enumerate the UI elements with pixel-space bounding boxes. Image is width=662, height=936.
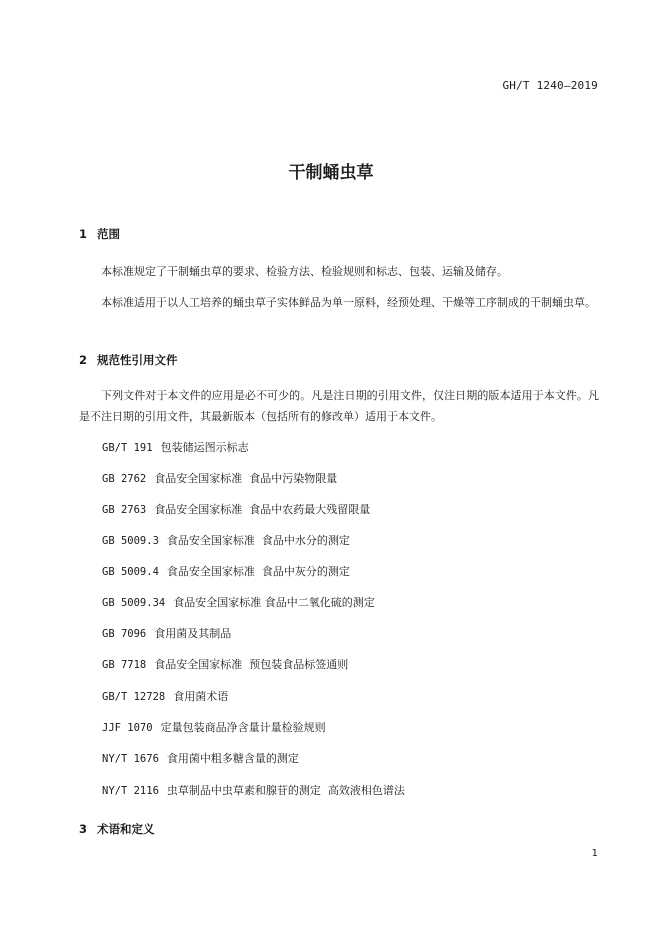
section-2-number: 2 (79, 353, 88, 367)
reference-item (102, 532, 350, 548)
section-1-heading (79, 226, 120, 242)
reference-code: JJF 1070 (102, 722, 153, 734)
section-2-title: 规范性引用文件 (97, 353, 178, 367)
reference-title: 食用菌及其制品 (154, 627, 232, 640)
section-1-title: 范围 (97, 227, 120, 241)
scope-paragraph-2: 本标准适用于以人工培养的蛹虫草子实体鲜品为单一原料，经预处理、干燥等工序制成的干制蛹虫草。 (101, 296, 596, 309)
section-3-title: 术语和定义 (97, 822, 155, 836)
reference-code: NY/T 1676 (102, 753, 159, 765)
reference-title: 食品安全国家标准 食品中灰分的测定 (166, 565, 350, 578)
reference-code: GB 7096 (102, 628, 147, 640)
reference-item (102, 563, 350, 579)
reference-title: 定量包装商品净含量计量检验规则 (160, 721, 326, 734)
reference-item (102, 782, 405, 798)
reference-item (102, 688, 228, 704)
section-2-heading (79, 352, 178, 368)
reference-item (102, 439, 249, 455)
reference-item (102, 501, 370, 517)
reference-item (102, 625, 231, 641)
reference-title: 虫草制品中虫草素和腺苷的测定 高效液相色谱法 (166, 784, 405, 797)
scope-paragraph-1: 本标准规定了干制蛹虫草的要求、检验方法、检验规则和标志、包装、运输及储存。 (101, 265, 508, 278)
reference-title: 食品安全国家标准 食品中污染物限量 (154, 472, 338, 485)
standard-code: GH/T 1240—2019 (502, 79, 598, 92)
reference-title: 包装储运图示标志 (160, 441, 249, 454)
section-3-heading (79, 821, 155, 837)
section-3-number: 3 (79, 822, 88, 836)
reference-title: 食品安全国家标准 食品中农药最大残留限量 (154, 503, 371, 516)
reference-item (102, 594, 375, 610)
references-intro-paragraph: 下列文件对于本文件的应用是必不可少的。凡是注日期的引用文件，仅注日期的版本适用于本文件。凡是不注日期的引用文件，其最新版本（包括所有的修改单）适用于本文件。 (79, 389, 599, 423)
reference-code: NY/T 2116 (102, 785, 159, 797)
reference-code: GB 2763 (102, 504, 147, 516)
reference-title: 食用菌中粗多糖含量的测定 (166, 752, 299, 765)
reference-code: GB 5009.34 (102, 597, 166, 609)
page-number: 1 (591, 848, 598, 859)
reference-item (102, 470, 337, 486)
reference-code: GB 5009.3 (102, 535, 159, 547)
reference-code: GB/T 191 (102, 442, 153, 454)
section-1-number: 1 (79, 227, 88, 241)
reference-title: 食品安全国家标准 食品中二氧化硫的测定 (173, 596, 375, 609)
reference-code: GB 2762 (102, 473, 147, 485)
document-title: 干制蛹虫草 (288, 163, 374, 183)
reference-title: 食用菌术语 (173, 690, 229, 703)
reference-code: GB/T 12728 (102, 691, 166, 703)
reference-item (102, 656, 348, 672)
reference-item (102, 719, 326, 735)
reference-item (102, 750, 299, 766)
reference-title: 食品安全国家标准 预包装食品标签通则 (154, 658, 349, 671)
reference-code: GB 5009.4 (102, 566, 159, 578)
reference-code: GB 7718 (102, 659, 147, 671)
reference-title: 食品安全国家标准 食品中水分的测定 (166, 534, 350, 547)
